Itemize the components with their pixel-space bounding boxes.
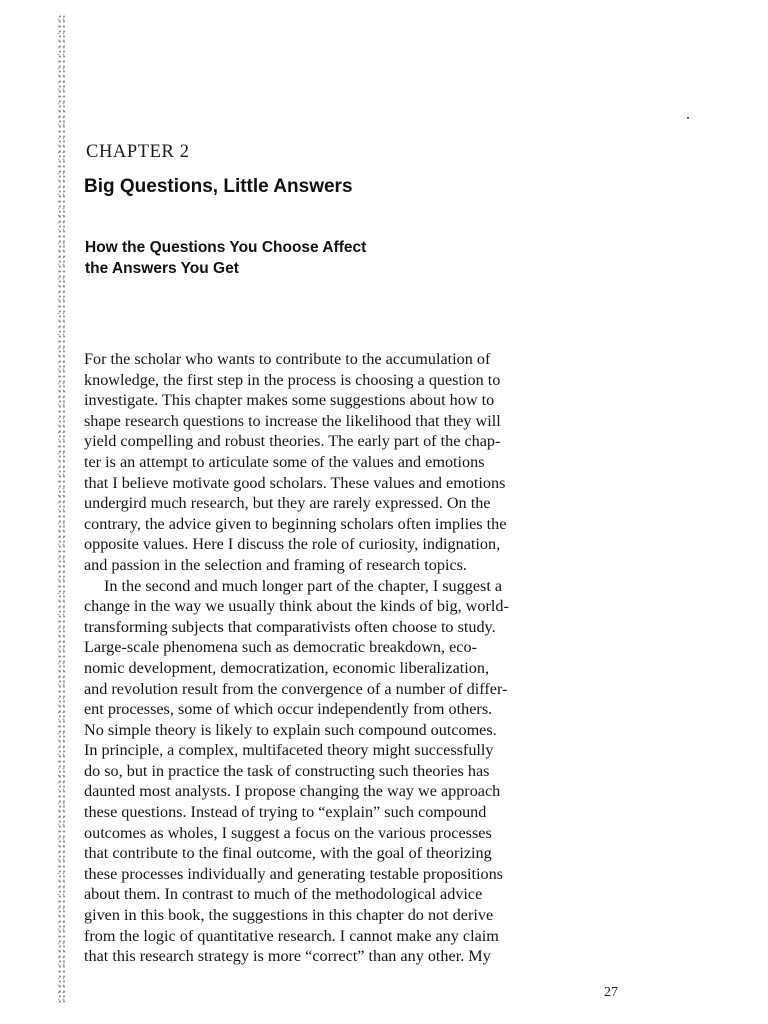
chapter-subtitle	[85, 238, 366, 279]
body-line: ter is an attempt to articulate some of the values and emotions	[84, 452, 485, 471]
body-line: nomic development, democratization, economic liberalization,	[84, 658, 489, 677]
body-line: that this research strategy is more “correct” than any other. My	[84, 947, 491, 966]
body-line: investigate. This chapter makes some suggestions about how to	[84, 391, 495, 410]
body-line: opposite values. Here I discuss the role of curiosity, indignation,	[84, 535, 501, 554]
body-line: shape research questions to increase the likelihood that they will	[84, 411, 501, 430]
body-line: that contribute to the final outcome, with the goal of theorizing	[84, 844, 492, 863]
body-line: do so, but in practice the task of constructing such theories has	[84, 761, 490, 780]
body-line: outcomes as wholes, I suggest a focus on the various processes	[84, 823, 492, 842]
body-line: No simple theory is likely to explain such compound outcomes.	[84, 720, 497, 739]
subtitle-line: How the Questions You Choose Affect	[85, 239, 367, 256]
scan-speck	[687, 117, 689, 119]
body-line: about them. In contrast to much of the methodological advice	[84, 885, 483, 904]
body-line: these processes individually and generating testable propositions	[84, 864, 503, 883]
body-line: and passion in the selection and framing of research topics.	[84, 555, 467, 574]
body-line: that I believe motivate good scholars. These values and emotions	[84, 473, 506, 492]
subtitle-line: the Answers You Get	[85, 259, 239, 277]
body-line: yield compelling and robust theories. The early part of the chap-	[84, 432, 501, 451]
body-line: daunted most analysts. I propose changing the way we approach	[84, 782, 501, 801]
body-line: and revolution result from the convergence of a number of differ-	[84, 679, 508, 698]
body-line: these questions. Instead of trying to “explain” such compound	[84, 803, 487, 822]
body-line: In the second and much longer part of the chapter, I suggest a	[104, 576, 503, 595]
chapter-title: Big Questions, Little Answers	[84, 176, 353, 197]
body-line: undergird much research, but they are rarely expressed. On the	[84, 494, 491, 513]
page-number: 27	[604, 985, 618, 1000]
body-line: from the logic of quantitative research. I cannot make any claim	[84, 926, 499, 945]
body-line: ent processes, some of which occur independently from others.	[84, 700, 493, 719]
body-line: transforming subjects that comparativists often choose to study.	[84, 617, 496, 636]
chapter-label: CHAPTER 2	[86, 142, 190, 162]
scan-binding-edge	[58, 14, 66, 1004]
body-line: given in this book, the suggestions in this chapter do not derive	[84, 906, 494, 925]
body-line: contrary, the advice given to beginning scholars often implies the	[84, 514, 507, 533]
body-line: Large-scale phenomena such as democratic breakdown, eco-	[84, 638, 477, 657]
body-text	[84, 349, 624, 967]
body-line: In principle, a complex, multifaceted theory might successfully	[84, 741, 494, 760]
body-line: change in the way we usually think about the kinds of big, world-	[84, 597, 509, 616]
body-line: knowledge, the first step in the process is choosing a question to	[84, 370, 501, 389]
body-line: For the scholar who wants to contribute to the accumulation of	[84, 350, 491, 368]
